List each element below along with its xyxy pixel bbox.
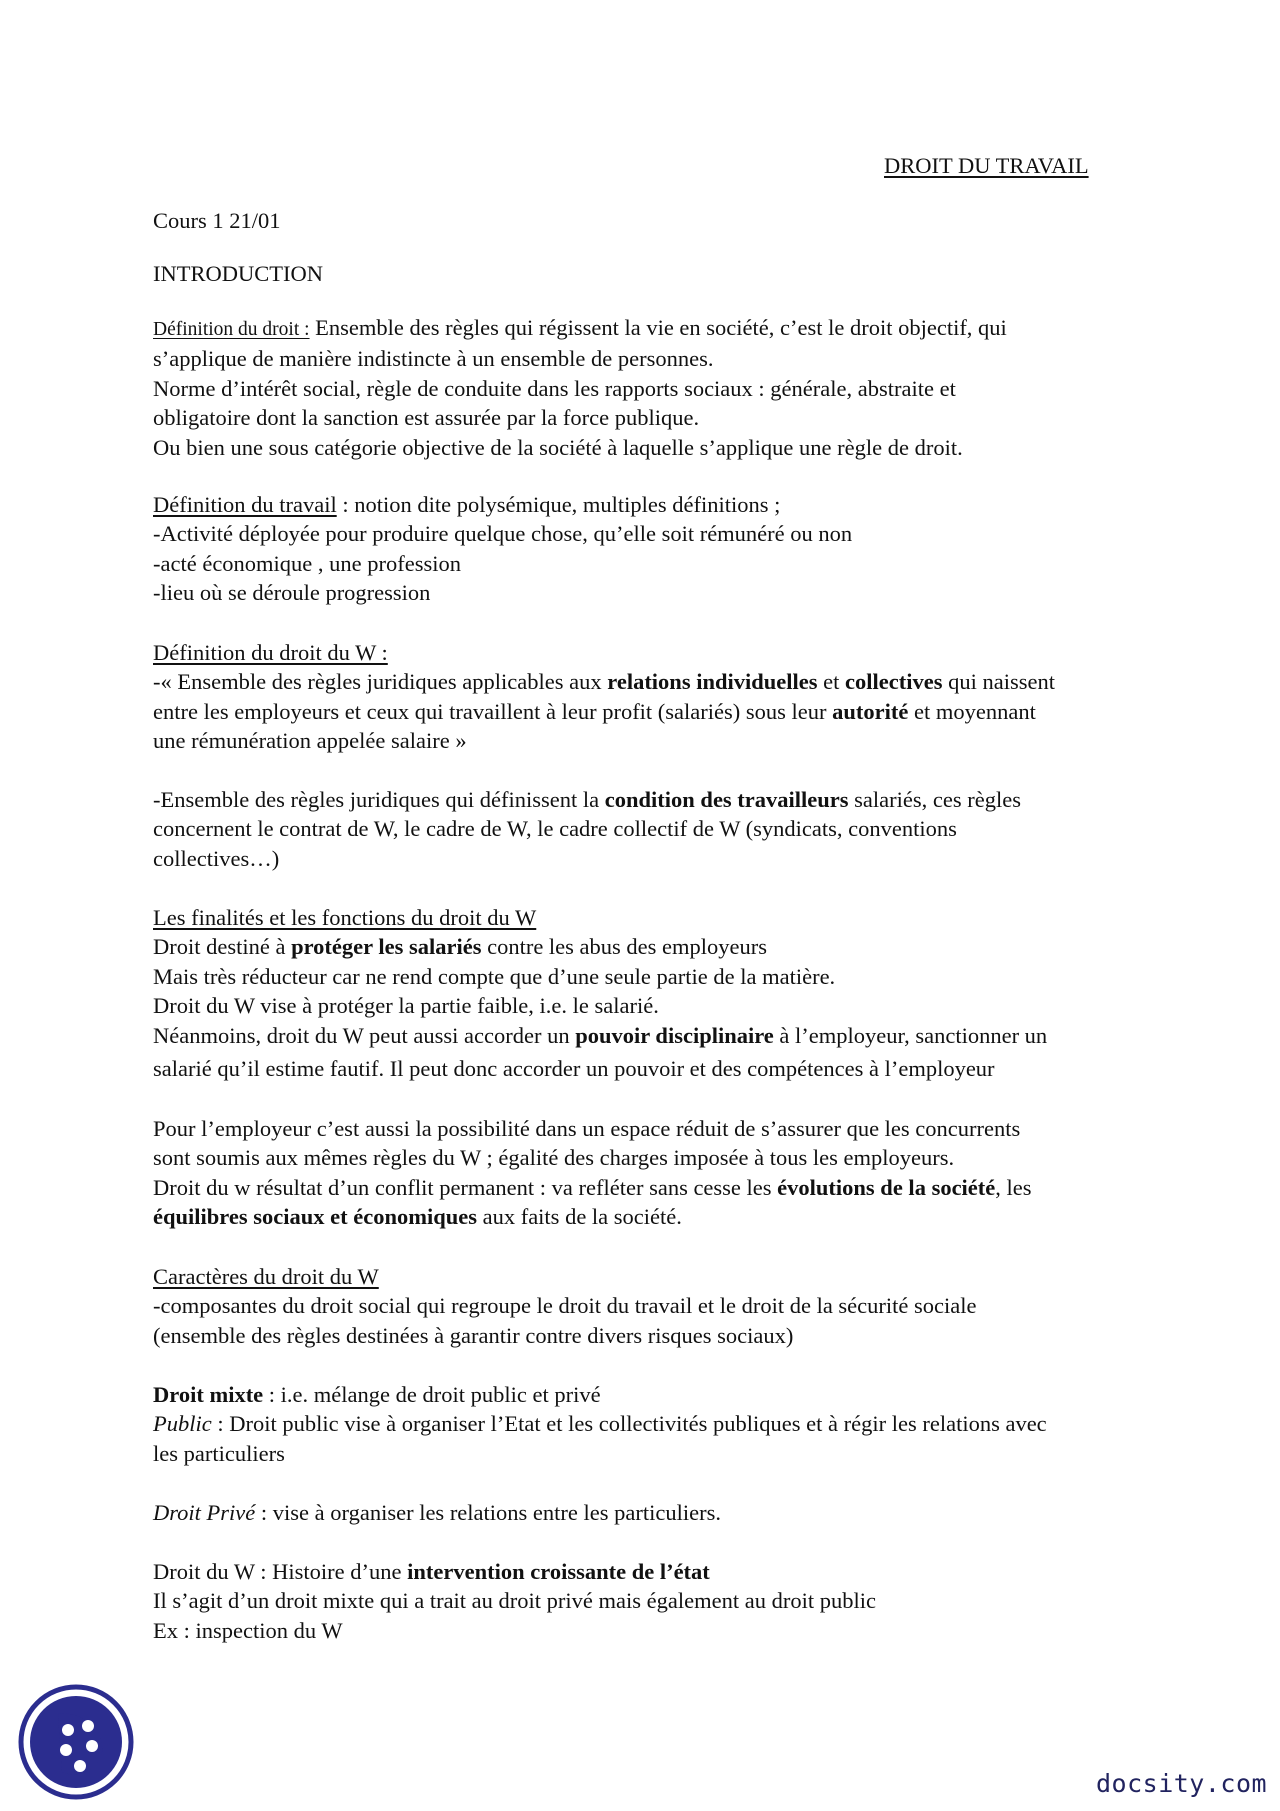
text-run: et moyennant (908, 698, 1036, 724)
text-line: Norme d’intérêt social, règle de conduite dans les rapports sociaux : générale, abstraite et (153, 375, 956, 401)
definition-droit-w-label: Définition du droit du W : (153, 640, 388, 665)
text-line: obligatoire dont la sanction est assurée par la force publique. (153, 405, 700, 431)
droit-mixte-paragraph (153, 1380, 1213, 1468)
text-run: : vise à organiser les relations entre les particuliers. (255, 1500, 721, 1525)
bold-run: équilibres sociaux et économiques (153, 1204, 477, 1230)
text-line: les particuliers (153, 1440, 285, 1466)
text-line (153, 667, 1213, 696)
text-line: sont soumis aux mêmes règles du W ; égalité des charges imposée à tous les employeurs. (153, 1145, 955, 1171)
bold-run: évolutions de la société (777, 1174, 996, 1200)
text-run: Droit du w résultat d’un conflit permanent : va refléter sans cesse les (153, 1174, 778, 1200)
text-line: Mais très réducteur car ne rend compte que d’une seule partie de la matière. (153, 963, 836, 989)
text-run: Néanmoins, droit du W peut aussi accorder un (153, 1022, 576, 1048)
text-line (153, 1021, 1213, 1050)
text-line: -acté économique , une profession (153, 550, 462, 576)
text-run: qui naissent (942, 669, 1055, 695)
text-line (153, 1380, 1213, 1409)
definition-droit-w-second-paragraph (153, 785, 1213, 873)
text-run: salariés, ces règles (848, 787, 1021, 812)
text-line (153, 697, 1213, 726)
bold-run: intervention croissante de l’état (407, 1559, 710, 1584)
docsity-logo-icon (18, 1684, 134, 1800)
text-run: à l’employeur, sanctionner un (773, 1022, 1048, 1048)
text-line (153, 785, 1213, 814)
text-run: -« Ensemble des règles juridiques applicables aux (153, 669, 608, 695)
text-line: collectives…) (153, 845, 280, 871)
bold-run: collectives (845, 669, 943, 695)
text-line: Il s’agit d’un droit mixte qui a trait au droit privé mais également au droit public (153, 1588, 876, 1614)
finalites-paragraph (153, 903, 1213, 1083)
text-run: : i.e. mélange de droit public et privé (263, 1382, 601, 1407)
text-run: : Droit public vise à organiser l’Etat et les collectivités publiques et à régir les relations avec (211, 1411, 1047, 1437)
course-line (153, 206, 1213, 235)
bold-run: pouvoir disciplinaire (575, 1022, 774, 1048)
text-line (153, 1409, 1213, 1438)
text-run: aux faits de la société. (476, 1204, 682, 1230)
text-run: , les (995, 1174, 1032, 1200)
definition-droit-paragraph (153, 313, 1213, 462)
bold-run: Droit mixte (153, 1382, 264, 1407)
finalites-label: Les finalités et les fonctions du droit du W (153, 905, 537, 930)
text-run: et (817, 669, 845, 695)
text-line: salarié qu’il estime fautif. Il peut donc accorder un pouvoir et des compétences à l’employeur (153, 1056, 995, 1082)
bold-run: relations individuelles (607, 669, 818, 695)
bold-run: autorité (832, 698, 909, 724)
text-line: concernent le contrat de W, le cadre de W, le cadre collectif de W (syndicats, conventions (153, 816, 957, 842)
caracteres-paragraph (153, 1262, 1213, 1350)
text-run: : notion dite polysémique, multiples définitions ; (336, 492, 781, 517)
text-line (153, 490, 1213, 519)
italic-run: Droit Privé (153, 1500, 256, 1525)
text-line (153, 1173, 1213, 1202)
text-line (153, 1498, 1213, 1527)
text-line: s’applique de manière indistincte à un ensemble de personnes. (153, 346, 714, 372)
text-line (153, 1557, 1213, 1586)
text-run: -Ensemble des règles juridiques qui définissent la (153, 787, 605, 812)
histoire-paragraph (153, 1557, 1213, 1645)
text-line: -composantes du droit social qui regroupe le droit du travail et le droit de la sécurité sociale (153, 1293, 977, 1319)
text-line: une rémunération appelée salaire » (153, 728, 467, 754)
text-line: Ex : inspection du W (153, 1617, 343, 1643)
course-date: Cours 1 21/01 (153, 208, 281, 233)
caracteres-label: Caractères du droit du W (153, 1264, 379, 1289)
text-line: (ensemble des règles destinées à garantir contre divers risques sociaux) (153, 1322, 794, 1348)
document-title: DROIT DU TRAVAIL (884, 153, 1089, 178)
text-line (153, 932, 1213, 961)
bold-run: protéger les salariés (291, 934, 482, 960)
section-heading (153, 259, 1213, 288)
text-line: Ou bien une sous catégorie objective de la société à laquelle s’applique une règle de droit. (153, 434, 963, 460)
italic-run: Public (153, 1411, 212, 1437)
text-run: Droit du W : Histoire d’une (153, 1559, 408, 1584)
definition-droit-w-paragraph (153, 638, 1213, 756)
employeur-paragraph (153, 1114, 1213, 1232)
text-run: entre les employeurs et ceux qui travaillent à leur profit (salariés) sous leur (153, 698, 833, 724)
introduction-heading: INTRODUCTION (153, 261, 323, 286)
text-line: Droit du W vise à protéger la partie faible, i.e. le salarié. (153, 993, 659, 1019)
text-run: Droit destiné à (153, 934, 292, 960)
droit-prive-paragraph (153, 1498, 1213, 1527)
definition-travail-paragraph (153, 490, 1213, 608)
text-run: Ensemble des règles qui régissent la vie en société, c’est le droit objectif, qui (309, 315, 1007, 340)
definition-droit-label: Définition du droit : (153, 319, 310, 340)
text-line (153, 1202, 1213, 1231)
docsity-watermark[interactable]: docsity.com (1096, 1769, 1268, 1798)
text-line: -Activité déployée pour produire quelque chose, qu’elle soit rémunéré ou non (153, 521, 853, 547)
definition-travail-label: Définition du travail (153, 492, 337, 517)
text-line: Pour l’employeur c’est aussi la possibilité dans un espace réduit de s’assurer que les concurrents (153, 1116, 1021, 1141)
text-line (153, 313, 1213, 344)
bold-run: condition des travailleurs (604, 787, 849, 812)
text-line: -lieu où se déroule progression (153, 580, 431, 606)
text-run: contre les abus des employeurs (481, 934, 768, 960)
